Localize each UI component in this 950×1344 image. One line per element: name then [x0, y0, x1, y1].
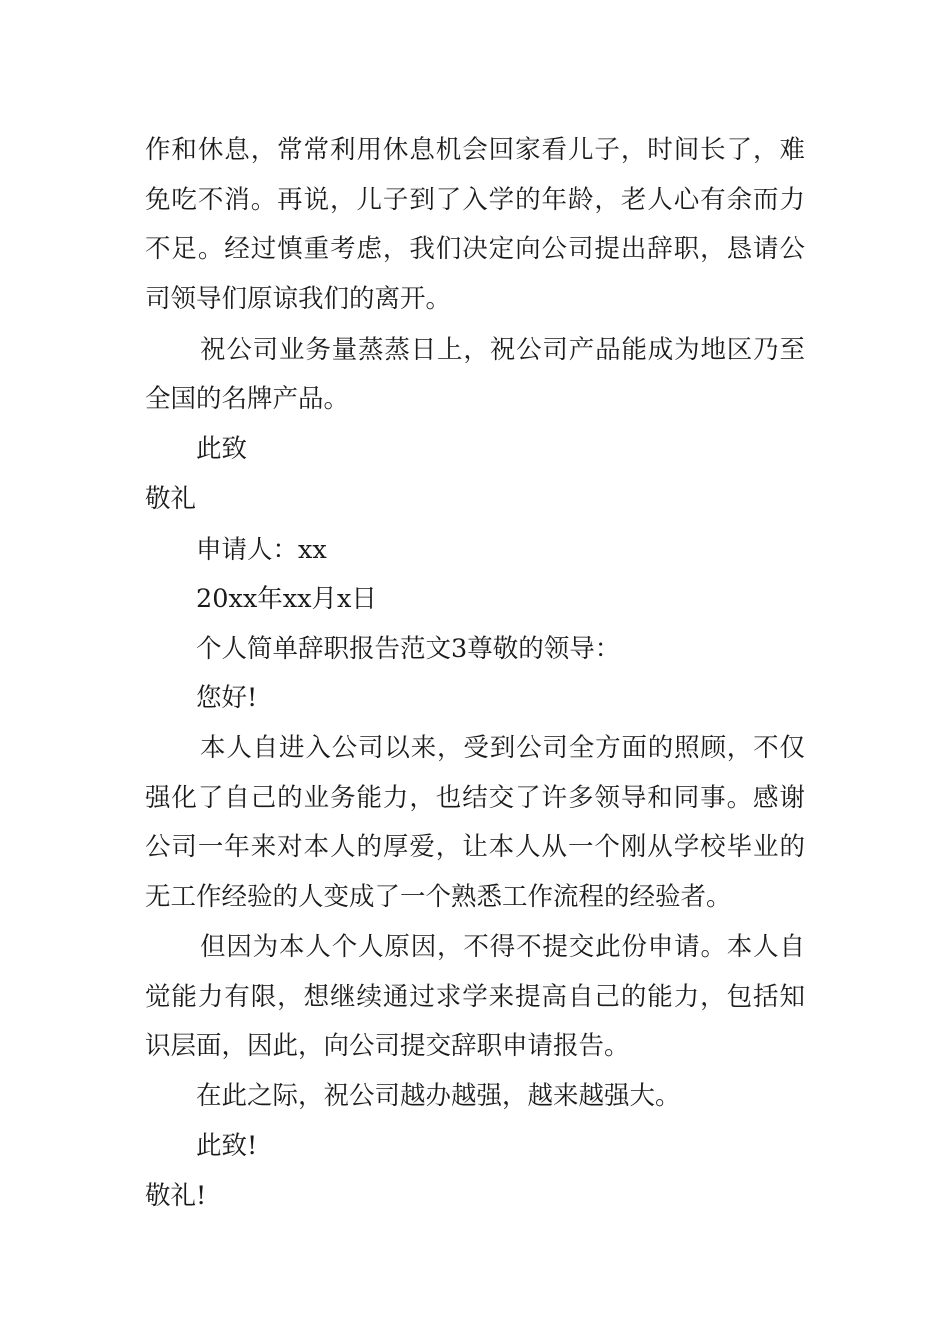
- text-line: 不足。经过慎重考虑，我们决定向公司提出辞职，恳请公: [145, 234, 805, 264]
- text-line: 作和休息，常常利用休息机会回家看儿子，时间长了，难: [145, 135, 805, 165]
- text-line: 识层面，因此，向公司提交辞职申请报告。: [145, 1031, 630, 1061]
- closing-salutation: 此致: [196, 434, 248, 464]
- text-line: 觉能力有限，想继续通过求学来提高自己的能力，包括知: [145, 982, 805, 1012]
- text-line: 强化了自己的业务能力，也结交了许多领导和同事。感谢: [145, 783, 805, 813]
- text-line: 在此之际，祝公司越办越强，越来越强大。: [196, 1081, 681, 1111]
- closing-salutation: 此致!: [196, 1131, 258, 1161]
- text-line: 全国的名牌产品。: [145, 384, 350, 414]
- text-line: 公司一年来对本人的厚爱，让本人从一个刚从学校毕业的: [145, 832, 805, 862]
- greeting: 您好!: [196, 683, 258, 713]
- text-line: 无工作经验的人变成了一个熟悉工作流程的经验者。: [145, 882, 732, 912]
- text-line: 司领导们原谅我们的离开。: [145, 284, 452, 314]
- closing-regards: 敬礼!: [145, 1181, 207, 1211]
- text-line: 祝公司业务量蒸蒸日上，祝公司产品能成为地区乃至: [200, 335, 805, 365]
- text-line: 免吃不消。再说，儿子到了入学的年龄，老人心有余而力: [145, 185, 805, 215]
- applicant-name: 申请人：xx: [196, 535, 327, 565]
- text-line: 本人自进入公司以来，受到公司全方面的照顾，不仅: [200, 733, 805, 763]
- closing-regards: 敬礼: [145, 484, 197, 514]
- text-line: 但因为本人个人原因，不得不提交此份申请。本人自: [200, 932, 805, 962]
- section-title: 个人简单辞职报告范文3尊敬的领导：: [196, 634, 621, 664]
- date-line: 20xx年xx月x日: [196, 584, 377, 614]
